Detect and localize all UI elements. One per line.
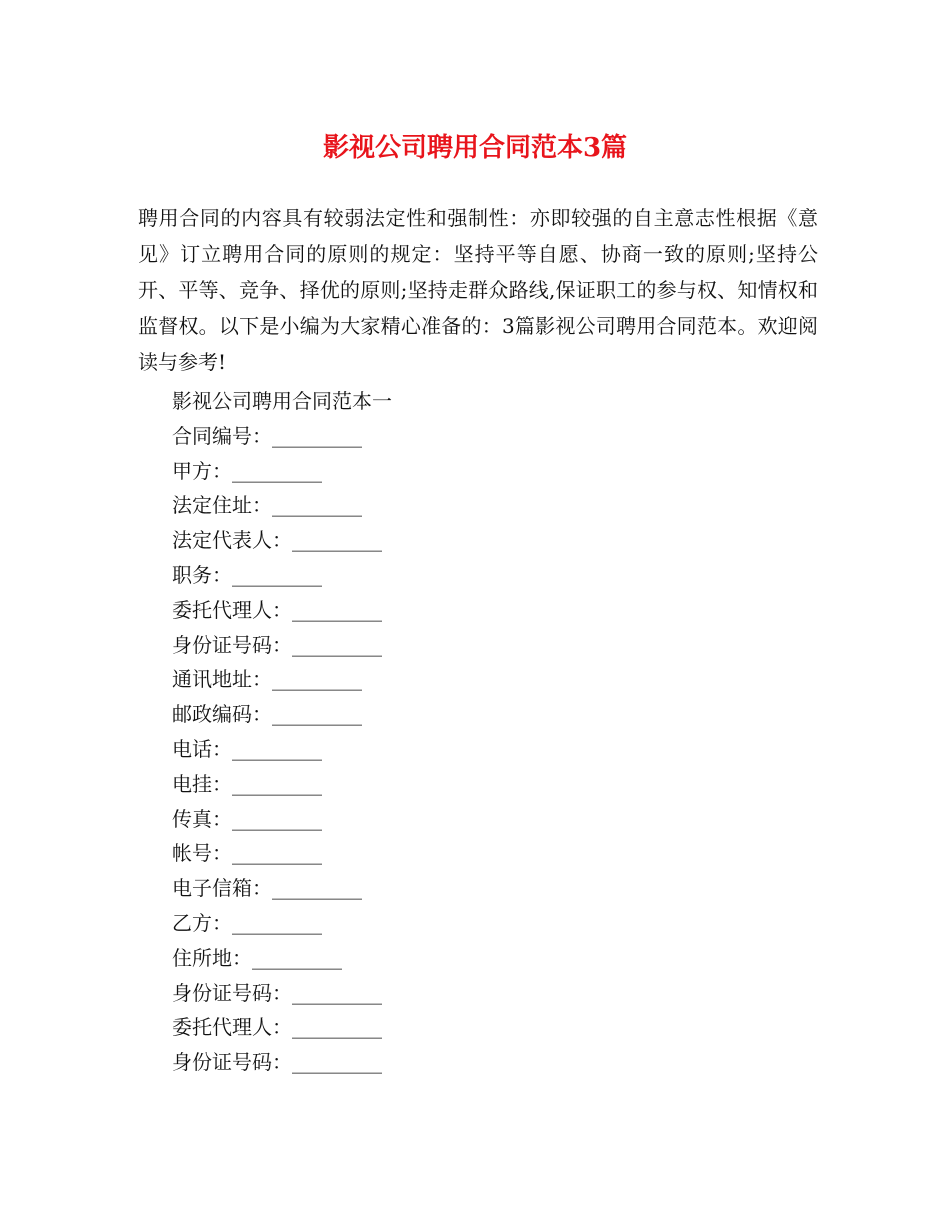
residence-field: 住所地：_________ bbox=[172, 945, 342, 970]
section-heading: 影视公司聘用合同范本一 bbox=[172, 389, 392, 413]
position-field: 职务：_________ bbox=[172, 562, 322, 587]
party-b-field: 乙方：_________ bbox=[172, 910, 322, 935]
authorized-agent-field: 委托代理人：_________ bbox=[172, 597, 382, 622]
account-field: 帐号：_________ bbox=[172, 841, 322, 866]
intro-paragraph: 聘用合同的内容具有较弱法定性和强制性：亦即较强的自主意志性根据《意见》订立聘用合同的原则的规定：坚持平等自愿、协商一致的原则;坚持公开、平等、竞争、择优的原则;坚持走群众路线,保证职工的参与权、知情权和监督权。以下是小编为大家精心准备的：3篇影视公司聘用合同范本。欢迎阅读与参考! bbox=[138, 206, 818, 374]
mailing-address-field: 通讯地址：_________ bbox=[172, 667, 362, 692]
fax-field: 传真：_________ bbox=[172, 806, 322, 831]
email-field: 电子信箱：_________ bbox=[172, 876, 362, 901]
telegram-field: 电挂：_________ bbox=[172, 771, 322, 796]
id-number-field: 身份证号码：_________ bbox=[172, 980, 382, 1005]
party-a-field: 甲方：_________ bbox=[172, 458, 322, 483]
id-number-field: 身份证号码：_________ bbox=[172, 632, 382, 657]
document-title: 影视公司聘用合同范本3篇 bbox=[322, 133, 628, 163]
authorized-agent-field: 委托代理人：_________ bbox=[172, 1015, 382, 1040]
id-number-field: 身份证号码：_________ bbox=[172, 1050, 382, 1075]
postal-code-field: 邮政编码：_________ bbox=[172, 702, 362, 727]
legal-address-field: 法定住址：_________ bbox=[172, 493, 362, 518]
contract-number-field: 合同编号：_________ bbox=[172, 423, 362, 448]
legal-representative-field: 法定代表人：_________ bbox=[172, 528, 382, 553]
contract-field-list bbox=[172, 384, 812, 1080]
phone-field: 电话：_________ bbox=[172, 736, 322, 761]
